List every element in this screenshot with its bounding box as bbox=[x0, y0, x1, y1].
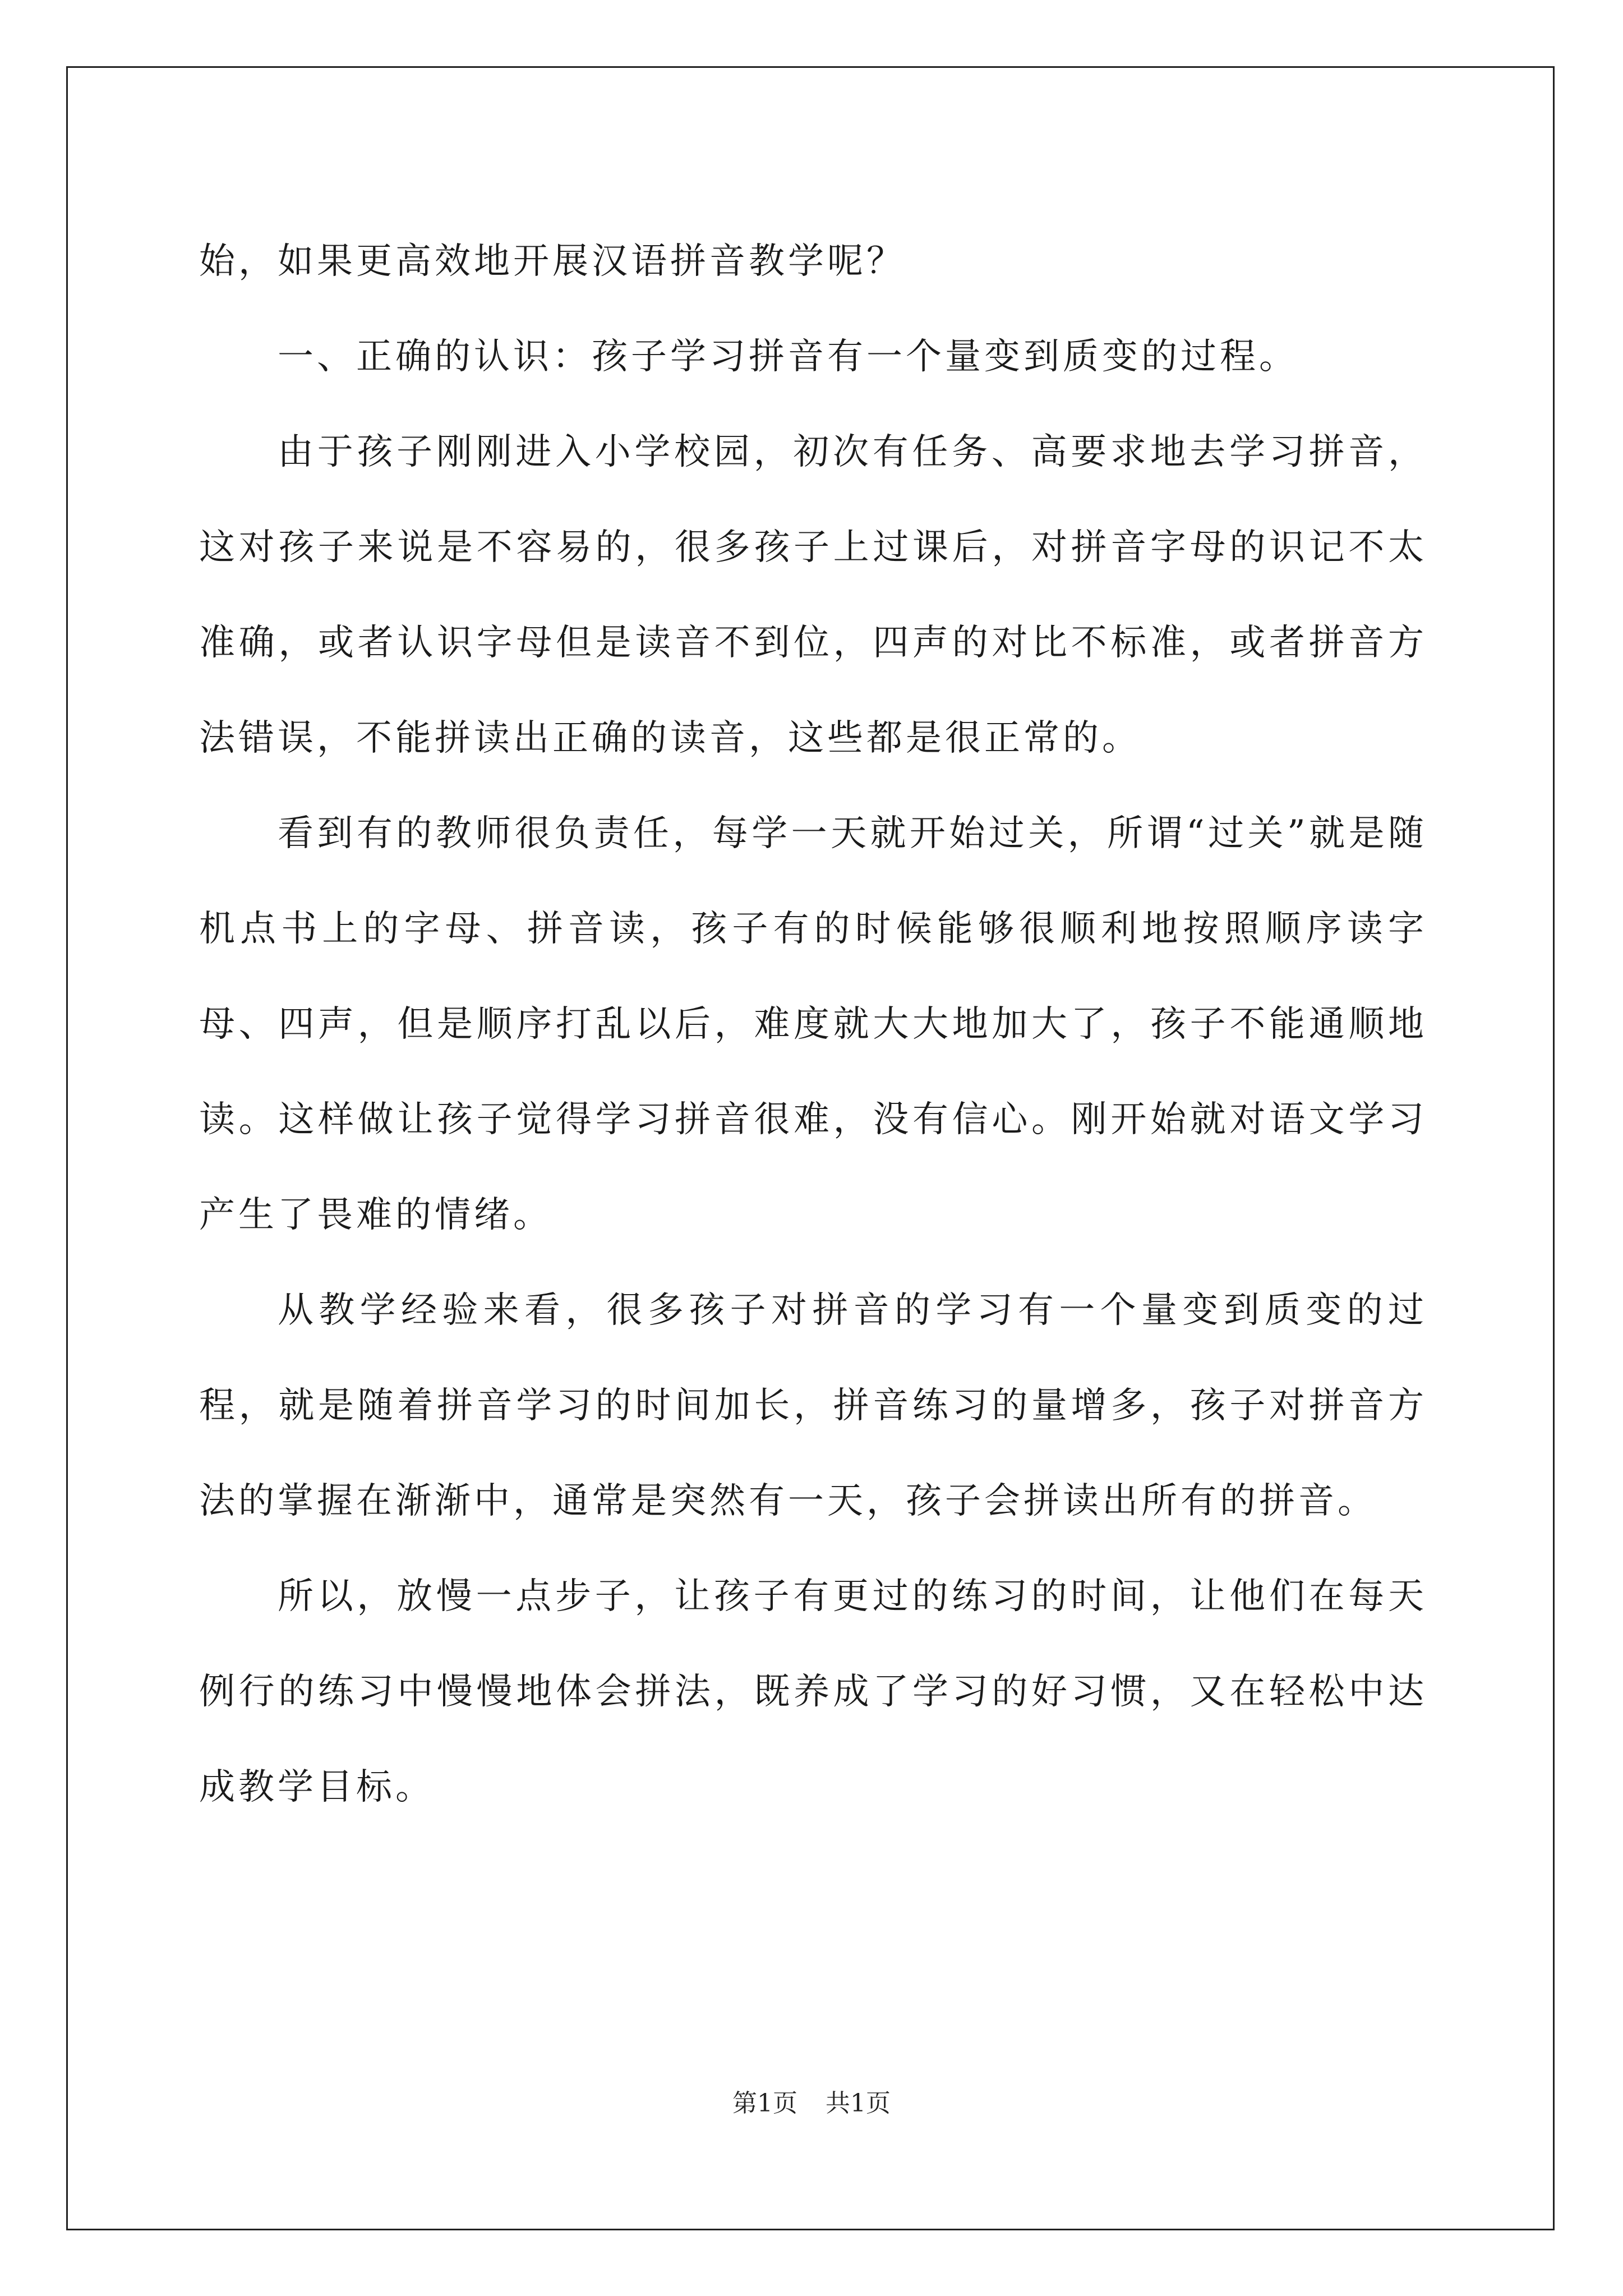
page-number-total: 共1页 bbox=[826, 2089, 891, 2118]
page-footer bbox=[0, 2087, 1623, 2120]
paragraph-heading-correct-understanding: 一、正确的认识：孩子学习拼音有一个量变到质变的过程。 bbox=[278, 336, 1298, 378]
paragraph: 看到有的教师很负责任，每学一天就开始过关，所谓“过关”就是随机点书上的字母、拼音读，孩子有的时候能够很顺利地按照顺序读字母、四声，但是顺序打乱以后，难度就大大地加大了，孩子不能通顺地读。这样做让孩子觉得学习拼音很难，没有信心。刚开始就对语文学习产生了畏难的情绪。 bbox=[199, 813, 1427, 1236]
paragraph: 从教学经验来看，很多孩子对拼音的学习有一个量变到质变的过程，就是随着拼音学习的时间加长，拼音练习的量增多，孩子对拼音方法的掌握在渐渐中，通常是突然有一天，孩子会拼读出所有的拼音。 bbox=[199, 1290, 1427, 1522]
page-number-current: 第1页 bbox=[732, 2089, 797, 2118]
paragraph-continuation: 始，如果更高效地开展汉语拼音教学呢？ bbox=[199, 241, 906, 282]
document-body bbox=[199, 214, 1427, 1835]
paragraph: 所以，放慢一点步子，让孩子有更过的练习的时间，让他们在每天例行的练习中慢慢地体会拼法，既养成了学习的好习惯，又在轻松中达成教学目标。 bbox=[199, 1576, 1427, 1808]
paragraph: 由于孩子刚刚进入小学校园，初次有任务、高要求地去学习拼音，这对孩子来说是不容易的，很多孩子上过课后，对拼音字母的识记不太准确，或者认识字母但是读音不到位，四声的对比不标准，或者拼音方法错误，不能拼读出正确的读音，这些都是很正常的。 bbox=[199, 431, 1427, 759]
